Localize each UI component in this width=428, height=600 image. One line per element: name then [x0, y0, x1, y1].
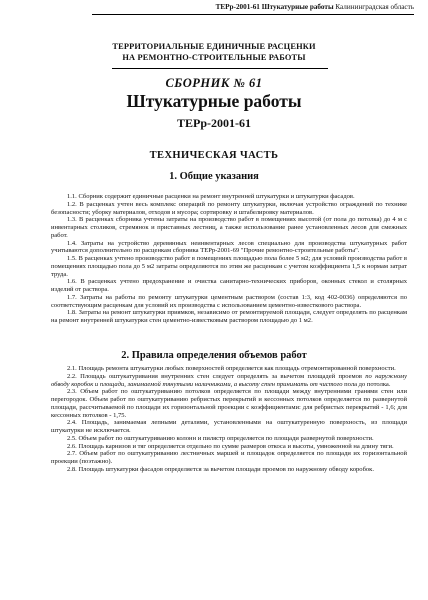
paragraph-1-4: 1.4. Затраты на устройство деревянных неинвентарных лесов специально для производства штукатурных работ учитываются дополнительно по расценкам сборника ТЕРр-2001-69 "Прочие ремонтно-строительные работы".: [51, 239, 407, 255]
paragraph-1-8: 1.8. Затраты на ремонт штукатурки приямков, независимо от ремонтируемой площади, следует определять по расценкам на ремонт внутренней штукатурки стен цементно-известковым раствором площадью до 1 м2.: [51, 309, 407, 324]
section-1-title: 1. Общие указания: [169, 171, 259, 182]
running-header: [216, 3, 414, 11]
section-1-body: [51, 193, 407, 325]
paragraph-2-5: 2.5. Объем работ по оштукатуриванию колонн и пилястр определяется по площади развернутой поверхности.: [67, 434, 374, 442]
paragraph-2-1: 2.1. Площадь ремонта штукатурки любых поверхностей определяется как площадь отремонтированной поверхности.: [67, 365, 396, 372]
paragraph-2-8: 2.8. Площадь штукатурки фасадов определяется за вычетом площади проемов по наружному обводу коробок.: [67, 465, 374, 473]
top-title-line-1: ТЕРРИТОРИАЛЬНЫЕ ЕДИНИЧНЫЕ РАСЦЕНКИ: [112, 42, 316, 51]
paragraph-1-5: 1.5. В расценках учтено производство работ в помещениях площадью пола более 5 м2; для условий производства работ в помещениях площадью пола до 5 м2 затраты определяются по этим же расценкам с учетом коэффициента 1,5 к нормам затрат труда.: [51, 255, 407, 278]
collection-title: Штукатурные работы: [126, 91, 302, 111]
paragraph-2-7: 2.7. Объем работ по оштукатуриванию лестничных маршей и площадок определяется по площади их горизонтальной проекции (поэтажно).: [51, 450, 407, 465]
paragraph-1-1: 1.1. Сборник содержит единичные расценки на ремонт внутренней штукатурки и штукатурки фасадов.: [67, 193, 355, 200]
paragraph-1-6: 1.6. В расценках учтено предохранение и очистка санитарно-технических приборов, оконных стекол и столярных изделий от раствора.: [51, 278, 407, 293]
top-title-line-2: НА РЕМОНТНО-СТРОИТЕЛЬНЫЕ РАБОТЫ: [122, 52, 306, 62]
section-2-body: [51, 365, 407, 474]
paragraph-2-6: 2.6. Площадь карнизов и тяг определяется отдельно по сумме размеров откоса и высоты, умноженной на длину тяги.: [67, 442, 394, 450]
paragraph-2-2: [51, 373, 407, 389]
collection-label: СБОРНИК № 61: [165, 76, 263, 90]
paragraph-2-2-start: 2.2. Площадь оштукатуривания внутренних стен следует определять за вычетом площадей проемов: [67, 372, 366, 380]
section-2-title: 2. Правила определения объемов работ: [121, 350, 307, 361]
paragraph-1-7: 1.7. Затраты на работы по ремонту штукатурки цементным раствором (состав 1:3, код 402-0036) определяются по соответствующим расценкам для условий их производства с использованием цементно-известкового раствора.: [51, 293, 407, 309]
document-top-title: [0, 42, 428, 63]
paragraph-2-2-end: пола до потолка.: [342, 380, 391, 388]
paragraph-2-2-italic: по наружному обводу коробок и площади, занимаемой тянутыми наличниками, а высоту стен принимать от чистого: [51, 372, 407, 388]
paragraph-2-3: 2.3. Объем работ по оштукатуриванию потолков определяется по площади между внутренними гранями стен или перегородок. Объем работ по оштукатуриванию ребристых перекрытий и кессонных потолков определяется по развернутой площади, рассчитываемой по площади их горизонтальной проекции с коэффициентами: для ребристых перекрытий - 1,6; для кессонных потолков - 1,75.: [51, 388, 407, 419]
paragraph-1-2: 1.2. В расценках учтен весь комплекс операций по ремонту штукатурки, включая устройство ограждений по технике безопасности; уборку материалов, отходов и мусора; сортировку и штабелировку материалов.: [51, 200, 407, 216]
paragraph-1-3: 1.3. В расценках сборника учтены затраты на производство работ в помещениях высотой (от пола до потолка) до 4 м с инвентарных столиков, стремянок и приставных лестниц, а также использование ранее установленных лесов для смежных работ.: [51, 216, 407, 239]
header-rule: [92, 14, 414, 15]
running-header-region: Калининградская область: [335, 3, 414, 11]
collection-code: ТЕРр-2001-61: [176, 116, 251, 130]
paragraph-2-4: 2.4. Площадь, занимаемая лепными деталями, установленными на оштукатуренную поверхность, из площади штукатурки не исключается.: [51, 419, 407, 434]
running-header-code: ТЕРр-2001-61 Штукатурные работы: [215, 3, 334, 11]
title-rule: [112, 68, 328, 69]
part-title: ТЕХНИЧЕСКАЯ ЧАСТЬ: [149, 150, 279, 161]
